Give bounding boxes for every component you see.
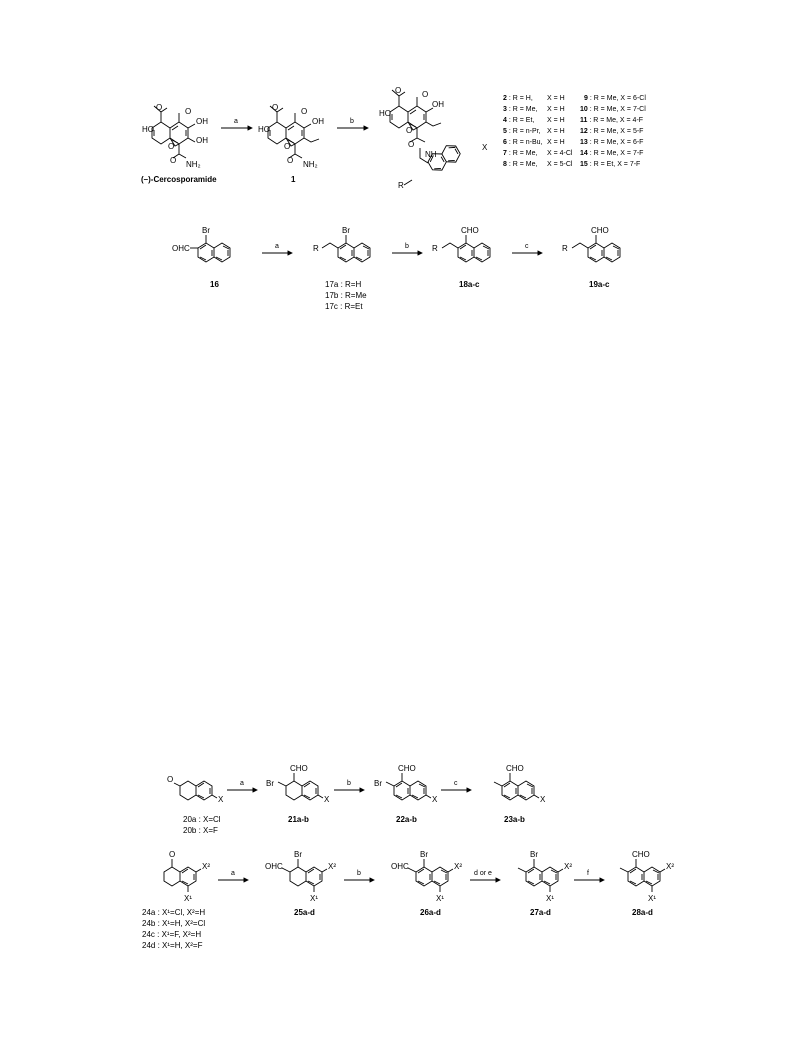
compound-25-structure <box>290 867 322 886</box>
table-col-2 <box>580 95 646 168</box>
compound-table <box>503 95 646 168</box>
ketone-o-label-2: O <box>301 107 308 116</box>
cho-label-23: CHO <box>506 764 524 773</box>
compound-20-structure <box>180 781 212 800</box>
br-label-17: Br <box>342 226 350 235</box>
c17c-label: 17c : R=Et <box>325 302 363 311</box>
amide-o-label-3: O <box>408 140 415 149</box>
c17b-label: 17b : R=Me <box>325 291 367 300</box>
svg-text:11 : R = Me, X = 4-F: 11 : R = Me, X = 4-F <box>580 117 644 124</box>
compound-21-label: 21a-b <box>288 815 309 824</box>
c20b-label: 20b : X=F <box>183 826 218 835</box>
ho-label-1: HO <box>142 125 154 134</box>
svg-text:14 : R = Me, X = 7-F: 14 : R = Me, X = 7-F <box>580 150 644 157</box>
x-label-21: X <box>324 795 330 804</box>
arrow-b-label: b <box>350 118 354 125</box>
svg-text:9 : R = Me, X = 6-Cl: 9 : R = Me, X = 6-Cl <box>584 95 646 102</box>
compound-19-structure <box>588 243 620 262</box>
scheme-3-top <box>167 764 546 835</box>
x1-label-27: X¹ <box>546 894 554 903</box>
amide-o-label-2: O <box>287 156 294 165</box>
oh-label-1: OH <box>196 117 208 126</box>
x1-label-24: X¹ <box>184 894 192 903</box>
br-label-27: Br <box>530 850 538 859</box>
compound-1-structure <box>268 106 319 158</box>
c24b-label: 24b : X¹=H, X²=Cl <box>142 919 206 928</box>
c24d-label: 24d : X¹=H, X²=F <box>142 941 203 950</box>
arrow-a-label-4: a <box>231 870 235 877</box>
arrow-a-label-3: a <box>240 780 244 787</box>
compound-23-label: 23a-b <box>504 815 525 824</box>
svg-text:3 : R = Me, X = H: 3 : R = Me, X = H <box>503 106 565 113</box>
compound-26-structure <box>416 867 448 886</box>
ketone-o-label-24: O <box>169 850 176 859</box>
svg-text:8 : R = Me, X = 5-Cl: 8 : R = Me, X = 5-Cl <box>503 161 573 168</box>
svg-text:13 : R = Me, X = 6-F: 13 : R = Me, X = 6-F <box>580 139 644 146</box>
c20a-label: 20a : X=Cl <box>183 815 221 824</box>
acetyl-o-label: O <box>156 103 163 112</box>
arrow-f-label: f <box>587 870 589 877</box>
arrow-b-label-3: b <box>347 780 351 787</box>
cho-label-28: CHO <box>632 850 650 859</box>
oh-label-3: OH <box>312 117 324 126</box>
ho-label-2: HO <box>258 125 270 134</box>
svg-text:5 : R = n-Pr, X = H: 5 : R = n-Pr, X = H <box>503 128 565 135</box>
nh2-label-2: NH₂ <box>303 160 318 169</box>
svg-text:7 : R = Me, X = 4-Cl: 7 : R = Me, X = 4-Cl <box>503 150 573 157</box>
ohc-label-16: OHC <box>172 244 190 253</box>
compound-28-structure <box>628 867 660 886</box>
ring-o-label-2: O <box>284 142 291 151</box>
cho-label-19: CHO <box>591 226 609 235</box>
br-label-21: Br <box>266 779 274 788</box>
scheme-3-bottom <box>142 850 674 950</box>
x-label-23: X <box>540 795 546 804</box>
oh-label-4: OH <box>432 100 444 109</box>
compound-18-label: 18a-c <box>459 280 480 289</box>
compound-26-label: 26a-d <box>420 908 441 917</box>
svg-text:10 : R = Me, X = 7-Cl: 10 : R = Me, X = 7-Cl <box>580 106 646 113</box>
x1-label-26: X¹ <box>436 894 444 903</box>
acetyl-o-label-3: O <box>395 86 402 95</box>
arrow-b-label-2: b <box>405 243 409 250</box>
arrow-b-label-4: b <box>357 870 361 877</box>
compound-23-structure <box>502 781 534 800</box>
ohc-label-26: OHC <box>391 862 409 871</box>
compound-16-label: 16 <box>210 280 219 289</box>
compound-28-label: 28a-d <box>632 908 653 917</box>
cho-label-21: CHO <box>290 764 308 773</box>
compound-18-structure <box>458 243 490 262</box>
x2-label-26: X² <box>454 862 462 871</box>
compound-24-caption <box>142 908 205 950</box>
c24a-label: 24a : X¹=Cl, X²=H <box>142 908 206 917</box>
x-substituent-label: X <box>482 143 488 152</box>
x2-label-27: X² <box>564 862 572 871</box>
compound-22-label: 22a-b <box>396 815 417 824</box>
compound-27-structure <box>526 867 558 886</box>
compound-17-caption <box>325 280 367 311</box>
x-label-22: X <box>432 795 438 804</box>
br-label-16: Br <box>202 226 210 235</box>
compound-21-structure <box>286 781 318 800</box>
table-col-1 <box>503 95 573 168</box>
x1-label-25: X¹ <box>310 894 318 903</box>
arrow-d-e-label: d or e <box>474 870 492 877</box>
oh-label-2: OH <box>196 136 208 145</box>
compound-16-structure <box>198 243 230 262</box>
c24c-label: 24c : X¹=F, X²=H <box>142 930 202 939</box>
x2-label-25: X² <box>328 862 336 871</box>
ho-label-3: HO <box>379 109 391 118</box>
nh2-label-1: NH₂ <box>186 160 201 169</box>
r-label-18: R <box>432 244 438 253</box>
br-label-22: Br <box>374 779 382 788</box>
compound-17-structure <box>338 243 370 262</box>
amide-o-label-1: O <box>170 156 177 165</box>
ketone-o-label-20: O <box>167 775 174 784</box>
x2-label-24: X² <box>202 862 210 871</box>
r-label-17: R <box>313 244 319 253</box>
ring-o-label-1: O <box>168 142 175 151</box>
br-label-26: Br <box>420 850 428 859</box>
ketone-o-label-3: O <box>422 90 429 99</box>
compound-22-structure <box>394 781 426 800</box>
compound-19-label: 19a-c <box>589 280 610 289</box>
cercosporamide-label: (–)-Cercosporamide <box>141 175 217 184</box>
x1-label-28: X¹ <box>648 894 656 903</box>
r-substituent-label: R <box>398 181 404 190</box>
arrow-a-label-2: a <box>275 243 279 250</box>
cho-label-22: CHO <box>398 764 416 773</box>
svg-text:12 : R = Me, X = 5-F: 12 : R = Me, X = 5-F <box>580 128 644 135</box>
compound-20-caption <box>183 815 221 835</box>
arrow-a-label: a <box>234 118 238 125</box>
svg-text:4 : R = Et, X = H: 4 : R = Et, X = H <box>503 117 565 124</box>
compound-27-label: 27a-d <box>530 908 551 917</box>
scheme-2 <box>172 226 620 311</box>
c17a-label: 17a : R=H <box>325 280 362 289</box>
cho-label-18: CHO <box>461 226 479 235</box>
arrow-c-label-3: c <box>454 780 458 787</box>
ring-o-label-3: O <box>406 126 413 135</box>
acetyl-o-label-2: O <box>272 103 279 112</box>
target-amide-structure <box>390 90 463 185</box>
ketone-o-label: O <box>185 107 192 116</box>
x-label-20: X <box>218 795 224 804</box>
scheme-1 <box>141 86 646 190</box>
x2-label-28: X² <box>666 862 674 871</box>
br-label-25: Br <box>294 850 302 859</box>
svg-text:15 : R = Et, X = 7-F: 15 : R = Et, X = 7-F <box>580 161 641 168</box>
nh-label: NH <box>425 150 437 159</box>
r-label-19: R <box>562 244 568 253</box>
compound-25-label: 25a-d <box>294 908 315 917</box>
ohc-label-25: OHC <box>265 862 283 871</box>
compound-24-structure <box>164 867 196 886</box>
svg-text:6 : R = n-Bu, X = H: 6 : R = n-Bu, X = H <box>503 139 565 146</box>
svg-text:2 : R = H, X = H: 2 : R = H, X = H <box>503 95 565 102</box>
arrow-c-label-2: c <box>525 243 529 250</box>
compound-1-label: 1 <box>291 175 296 184</box>
